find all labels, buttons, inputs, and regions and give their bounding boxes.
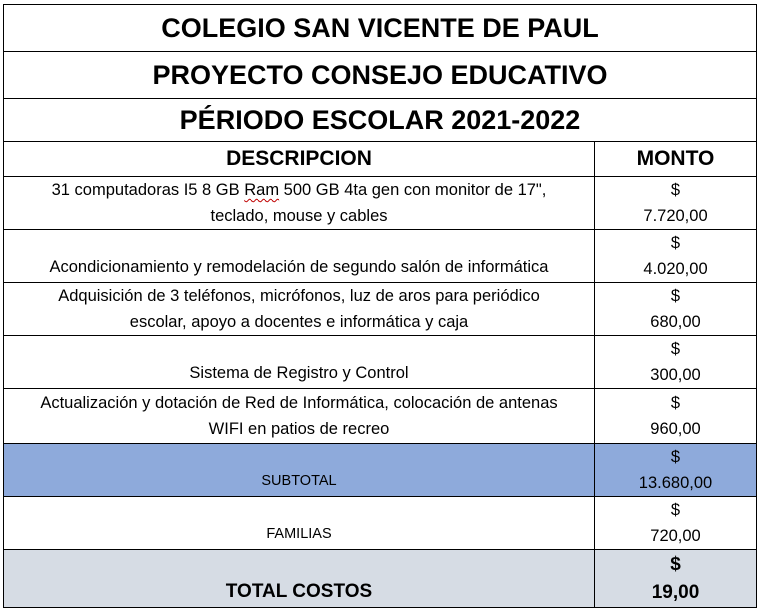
amount-value: 300,00 [650, 366, 701, 384]
item-description [4, 389, 595, 444]
description-column-header: DESCRIPCION [4, 142, 595, 177]
period-title: PÉRIODO ESCOLAR 2021-2022 [4, 99, 757, 142]
item-description [4, 283, 595, 336]
currency-symbol: $ [670, 340, 681, 358]
spellcheck-word: Ram [244, 181, 280, 199]
item-description: Sistema de Registro y Control [4, 336, 595, 389]
item-description: Acondicionamiento y remodelación de segundo salón de informática [4, 230, 595, 283]
familias-label: FAMILIAS [4, 497, 595, 550]
currency-symbol: $ [670, 394, 681, 412]
item-amount [595, 336, 757, 389]
currency-symbol: $ [670, 553, 681, 575]
budget-table [3, 4, 757, 608]
table-row [4, 177, 757, 230]
amount-value: 680,00 [650, 313, 701, 331]
subtotal-amount [595, 444, 757, 497]
item-description-line: teclado, mouse y cables [210, 207, 388, 225]
title-row-school [4, 5, 757, 52]
amount-value: 13.680,00 [638, 474, 713, 492]
currency-symbol: $ [670, 501, 681, 519]
amount-value: 19,00 [651, 581, 700, 603]
currency-symbol: $ [670, 181, 681, 199]
item-amount [595, 389, 757, 444]
school-title: COLEGIO SAN VICENTE DE PAUL [4, 5, 757, 52]
item-description-line: escolar, apoyo a docentes e informática y caja [129, 313, 469, 331]
item-description-line: 31 computadoras I5 8 GB Ram 500 GB 4ta gen con monitor de 17", [51, 181, 547, 199]
amount-value: 960,00 [650, 420, 701, 438]
item-amount [595, 230, 757, 283]
total-row [4, 550, 757, 608]
currency-symbol: $ [670, 448, 681, 466]
subtotal-row [4, 444, 757, 497]
column-header-row [4, 142, 757, 177]
currency-symbol: $ [670, 234, 681, 252]
table-row [4, 336, 757, 389]
total-label: TOTAL COSTOS [4, 550, 595, 608]
familias-amount [595, 497, 757, 550]
table-row [4, 230, 757, 283]
table-row [4, 389, 757, 444]
currency-symbol: $ [670, 287, 681, 305]
subtotal-label: SUBTOTAL [4, 444, 595, 497]
item-amount [595, 177, 757, 230]
total-amount [595, 550, 757, 608]
item-description-line: Adquisición de 3 teléfonos, micrófonos, luz de aros para periódico [58, 287, 540, 305]
title-row-project [4, 52, 757, 99]
project-title: PROYECTO CONSEJO EDUCATIVO [4, 52, 757, 99]
item-amount [595, 283, 757, 336]
familias-row [4, 497, 757, 550]
amount-value: 7.720,00 [643, 207, 708, 225]
item-description [4, 177, 595, 230]
title-row-period [4, 99, 757, 142]
table-row [4, 283, 757, 336]
amount-column-header: MONTO [595, 142, 757, 177]
budget-sheet [3, 4, 756, 608]
amount-value: 720,00 [650, 527, 701, 545]
item-description-line: Actualización y dotación de Red de Informática, colocación de antenas [40, 394, 558, 412]
amount-value: 4.020,00 [643, 260, 708, 278]
item-description-line: WIFI en patios de recreo [208, 420, 390, 438]
